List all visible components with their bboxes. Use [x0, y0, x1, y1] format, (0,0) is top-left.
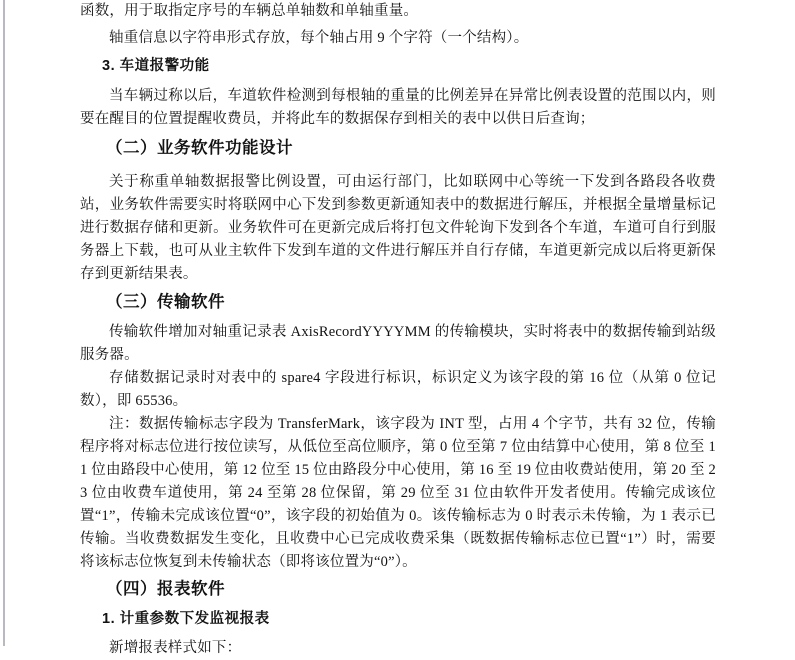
- section-heading-transfer-software: （三）传输软件: [106, 293, 225, 311]
- paragraph: 轴重信息以字符串形式存放，每个轴占用 9 个字符（一个结构）。: [109, 30, 529, 46]
- numbered-heading-report-monitor: 1. 计重参数下发监视报表: [102, 611, 270, 627]
- paragraph: 新增报表样式如下：: [109, 640, 242, 656]
- paragraph-note: 注：数据传输标志字段为 TransferMark，该字段为 INT 型，占用 4 个字节，共有 32 位，传输程序将对标志位进行按位读写，从低位至高位顺序，第 0 位至第 7 位由结算中心使用，第 8 位至 11 位由路段中心使用，第 12 位至 15 位由路段分中心使用，第 16 至 19 位由收费站使用，第 20 至 23 位由收费车道使用，第 24 至第 28 位保留，第 29 位至 31 位由软件开发者使用。传输完成该位置“1”，传输未完成该位置“0”，该字段的初始值为 0。该传输标志为 0 时表示未传输，为 1 表示已传输。当收费数据发生变化，且收费中心已完成收费采集（既数据传输标志位已置“1”）时，需要将该标志位恢复到未传输状态（即将该位置为“0”）。: [80, 416, 716, 570]
- page-left-edge-line: [3, 0, 5, 646]
- numbered-heading-lane-alarm: 3. 车道报警功能: [102, 58, 210, 74]
- document-content: [80, 0, 716, 660]
- paragraph: 传输软件增加对轴重记录表 AxisRecordYYYYMM 的传输模块，实时将表中的数据传输到站级服务器。: [80, 324, 716, 363]
- paragraph-continuation: 函数，用于取指定序号的车辆总单轴数和单轴重量。: [80, 3, 419, 19]
- paragraph: 关于称重单轴数据报警比例设置，可由运行部门，比如联网中心等统一下发到各路段各收费站，业务软件需要实时将联网中心下发到参数更新通知表中的数据进行解压，并根据全量增量标记进行数据存储和更新。业务软件可在更新完成后将打包文件轮询下发到各个车道，车道可自行到服务器上下载，也可从业主软件下发到车道的文件进行解压并自行存储，车道更新完成以后将更新保存到更新结果表。: [80, 174, 716, 282]
- paragraph: 存储数据记录时对表中的 spare4 字段进行标识，标识定义为该字段的第 16 位（从第 0 位记数），即 65536。: [80, 370, 716, 409]
- section-heading-report-software: （四）报表软件: [106, 580, 225, 598]
- paragraph: 当车辆过称以后，车道软件检测到每根轴的重量的比例差异在异常比例表设置的范围以内，则要在醒目的位置提醒收费员，并将此车的数据保存到相关的表中以供日后查询；: [80, 88, 716, 127]
- section-heading-business-software: （二）业务软件功能设计: [106, 139, 293, 157]
